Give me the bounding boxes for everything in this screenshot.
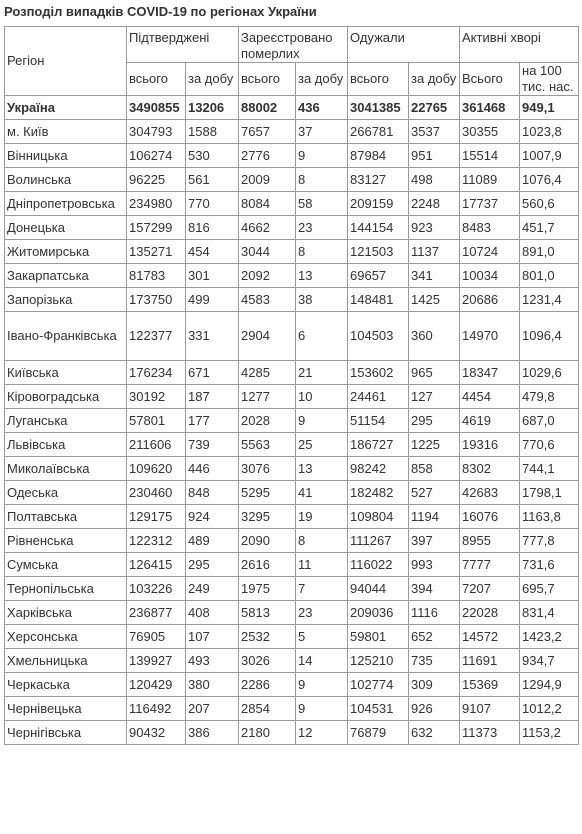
region-cell: Дніпропетровська	[5, 192, 127, 216]
active-total-cell: 17737	[460, 192, 520, 216]
active-total-cell: 9107	[460, 697, 520, 721]
active-per100k-cell: 744,1	[520, 457, 579, 481]
region-cell: Херсонська	[5, 625, 127, 649]
deaths-day-cell: 58	[296, 192, 348, 216]
confirmed-total-cell: 96225	[127, 168, 186, 192]
confirmed-total-cell: 234980	[127, 192, 186, 216]
confirmed-day-cell: 408	[186, 601, 239, 625]
deaths-total-cell: 2904	[239, 312, 296, 361]
deaths-total-cell: 4662	[239, 216, 296, 240]
deaths-day-cell: 8	[296, 240, 348, 264]
recovered-total-cell: 69657	[348, 264, 409, 288]
active-per100k-cell: 831,4	[520, 601, 579, 625]
deaths-day-cell: 25	[296, 433, 348, 457]
deaths-total-cell: 2090	[239, 529, 296, 553]
region-cell: Україна	[5, 96, 127, 120]
table-row	[5, 625, 579, 649]
confirmed-total-cell: 176234	[127, 361, 186, 385]
deaths-day-cell: 14	[296, 649, 348, 673]
active-per100k-cell: 695,7	[520, 577, 579, 601]
deaths-day-cell: 9	[296, 673, 348, 697]
recovered-day-cell: 394	[409, 577, 460, 601]
deaths-header: Зареєстровано померлих	[239, 27, 348, 63]
confirmed-day-cell: 530	[186, 144, 239, 168]
region-cell: Полтавська	[5, 505, 127, 529]
active-total-cell: 15514	[460, 144, 520, 168]
recovered-total-cell: 186727	[348, 433, 409, 457]
active-per100k-cell: 1423,2	[520, 625, 579, 649]
confirmed-day-cell: 924	[186, 505, 239, 529]
covid-regions-table	[4, 26, 579, 745]
recovered-day-cell: 1194	[409, 505, 460, 529]
recovered-day-cell: 652	[409, 625, 460, 649]
confirmed-day-cell: 446	[186, 457, 239, 481]
region-header: Регіон	[5, 27, 127, 96]
recovered-total-cell: 94044	[348, 577, 409, 601]
table-row	[5, 481, 579, 505]
active-total-cell: 361468	[460, 96, 520, 120]
recovered-day-cell: 127	[409, 385, 460, 409]
region-cell: Івано-Франківська	[5, 312, 127, 361]
table-row	[5, 649, 579, 673]
table-body	[5, 27, 579, 745]
active-total-cell: 11373	[460, 721, 520, 745]
recovered-day-header: за добу	[409, 63, 460, 96]
active-per100k-cell: 1023,8	[520, 120, 579, 144]
deaths-day-cell: 8	[296, 168, 348, 192]
region-cell: Одеська	[5, 481, 127, 505]
table-row	[5, 457, 579, 481]
recovered-total-cell: 111267	[348, 529, 409, 553]
deaths-total-cell: 1975	[239, 577, 296, 601]
confirmed-day-cell: 561	[186, 168, 239, 192]
confirmed-total-cell: 230460	[127, 481, 186, 505]
deaths-day-cell: 9	[296, 409, 348, 433]
deaths-day-cell: 13	[296, 264, 348, 288]
recovered-day-cell: 397	[409, 529, 460, 553]
active-total-cell: 16076	[460, 505, 520, 529]
confirmed-total-cell: 3490855	[127, 96, 186, 120]
active-total-cell: 11691	[460, 649, 520, 673]
deaths-day-cell: 41	[296, 481, 348, 505]
recovered-total-cell: 51154	[348, 409, 409, 433]
recovered-total-cell: 104531	[348, 697, 409, 721]
confirmed-total-cell: 103226	[127, 577, 186, 601]
recovered-total-cell: 266781	[348, 120, 409, 144]
table-row	[5, 216, 579, 240]
deaths-day-cell: 5	[296, 625, 348, 649]
table-row	[5, 697, 579, 721]
confirmed-total-cell: 139927	[127, 649, 186, 673]
confirmed-day-cell: 295	[186, 553, 239, 577]
table-row-total	[5, 96, 579, 120]
active-total-cell: 4454	[460, 385, 520, 409]
active-total-cell: 42683	[460, 481, 520, 505]
recovered-day-cell: 858	[409, 457, 460, 481]
active-per100k-cell: 1012,2	[520, 697, 579, 721]
active-total-cell: 14970	[460, 312, 520, 361]
deaths-total-cell: 88002	[239, 96, 296, 120]
confirmed-day-cell: 493	[186, 649, 239, 673]
region-cell: м. Київ	[5, 120, 127, 144]
confirmed-day-cell: 331	[186, 312, 239, 361]
active-total-cell: 7207	[460, 577, 520, 601]
deaths-total-cell: 2092	[239, 264, 296, 288]
confirmed-total-cell: 106274	[127, 144, 186, 168]
confirmed-day-cell: 739	[186, 433, 239, 457]
recovered-total-cell: 76879	[348, 721, 409, 745]
region-cell: Кіровоградська	[5, 385, 127, 409]
deaths-day-cell: 23	[296, 216, 348, 240]
deaths-total-cell: 2854	[239, 697, 296, 721]
confirmed-day-cell: 13206	[186, 96, 239, 120]
deaths-total-cell: 2616	[239, 553, 296, 577]
table-row	[5, 312, 579, 361]
recovered-day-cell: 360	[409, 312, 460, 361]
active-per100k-cell: 560,6	[520, 192, 579, 216]
deaths-total-cell: 3026	[239, 649, 296, 673]
recovered-total-cell: 3041385	[348, 96, 409, 120]
deaths-day-cell: 436	[296, 96, 348, 120]
confirmed-total-cell: 122377	[127, 312, 186, 361]
active-per100k-cell: 1153,2	[520, 721, 579, 745]
region-cell: Рівненська	[5, 529, 127, 553]
confirmed-day-cell: 107	[186, 625, 239, 649]
deaths-day-cell: 7	[296, 577, 348, 601]
deaths-total-cell: 4285	[239, 361, 296, 385]
region-cell: Хмельницька	[5, 649, 127, 673]
confirmed-total-cell: 122312	[127, 529, 186, 553]
confirmed-total-cell: 129175	[127, 505, 186, 529]
deaths-day-cell: 9	[296, 144, 348, 168]
region-cell: Київська	[5, 361, 127, 385]
region-cell: Черкаська	[5, 673, 127, 697]
active-total-cell: 15369	[460, 673, 520, 697]
deaths-total-cell: 3076	[239, 457, 296, 481]
active-total-cell: 10724	[460, 240, 520, 264]
deaths-day-cell: 13	[296, 457, 348, 481]
deaths-total-cell: 2028	[239, 409, 296, 433]
active-per100k-cell: 1294,9	[520, 673, 579, 697]
recovered-header: Одужали	[348, 27, 460, 63]
recovered-day-cell: 22765	[409, 96, 460, 120]
confirmed-day-cell: 848	[186, 481, 239, 505]
confirmed-day-cell: 671	[186, 361, 239, 385]
confirmed-total-cell: 57801	[127, 409, 186, 433]
table-row	[5, 361, 579, 385]
deaths-total-cell: 4583	[239, 288, 296, 312]
recovered-total-cell: 87984	[348, 144, 409, 168]
confirmed-day-cell: 499	[186, 288, 239, 312]
confirmed-day-cell: 380	[186, 673, 239, 697]
table-row	[5, 264, 579, 288]
recovered-total-cell: 98242	[348, 457, 409, 481]
active-total-cell: 19316	[460, 433, 520, 457]
active-total-cell: 14572	[460, 625, 520, 649]
table-row	[5, 120, 579, 144]
recovered-total-cell: 125210	[348, 649, 409, 673]
active-total-header: Всього	[460, 63, 520, 96]
region-cell: Запорізька	[5, 288, 127, 312]
table-row	[5, 505, 579, 529]
deaths-total-cell: 2180	[239, 721, 296, 745]
active-per100k-cell: 479,8	[520, 385, 579, 409]
active-per100k-cell: 1096,4	[520, 312, 579, 361]
deaths-total-cell: 1277	[239, 385, 296, 409]
deaths-total-cell: 3295	[239, 505, 296, 529]
recovered-total-cell: 209159	[348, 192, 409, 216]
recovered-day-cell: 498	[409, 168, 460, 192]
confirmed-total-cell: 109620	[127, 457, 186, 481]
recovered-total-cell: 182482	[348, 481, 409, 505]
confirmed-day-cell: 187	[186, 385, 239, 409]
recovered-day-cell: 926	[409, 697, 460, 721]
confirmed-header: Підтверджені	[127, 27, 239, 63]
active-total-cell: 22028	[460, 601, 520, 625]
recovered-day-cell: 923	[409, 216, 460, 240]
active-total-cell: 8955	[460, 529, 520, 553]
deaths-total-header: всього	[239, 63, 296, 96]
recovered-total-cell: 59801	[348, 625, 409, 649]
region-cell: Чернівецька	[5, 697, 127, 721]
confirmed-total-cell: 90432	[127, 721, 186, 745]
table-row	[5, 288, 579, 312]
recovered-total-cell: 121503	[348, 240, 409, 264]
recovered-total-header: всього	[348, 63, 409, 96]
region-cell: Луганська	[5, 409, 127, 433]
region-cell: Харківська	[5, 601, 127, 625]
recovered-day-cell: 735	[409, 649, 460, 673]
active-per100k-cell: 1029,6	[520, 361, 579, 385]
confirmed-day-header: за добу	[186, 63, 239, 96]
deaths-total-cell: 5813	[239, 601, 296, 625]
deaths-day-cell: 12	[296, 721, 348, 745]
recovered-total-cell: 83127	[348, 168, 409, 192]
table-row	[5, 577, 579, 601]
confirmed-total-cell: 135271	[127, 240, 186, 264]
recovered-day-cell: 951	[409, 144, 460, 168]
active-total-cell: 7777	[460, 553, 520, 577]
active-per100k-cell: 934,7	[520, 649, 579, 673]
active-total-cell: 18347	[460, 361, 520, 385]
active-per100k-cell: 1798,1	[520, 481, 579, 505]
active-per100k-cell: 731,6	[520, 553, 579, 577]
confirmed-day-cell: 207	[186, 697, 239, 721]
active-per100k-cell: 777,8	[520, 529, 579, 553]
deaths-day-cell: 8	[296, 529, 348, 553]
recovered-day-cell: 3537	[409, 120, 460, 144]
active-per100k-cell: 891,0	[520, 240, 579, 264]
deaths-day-cell: 19	[296, 505, 348, 529]
region-cell: Закарпатська	[5, 264, 127, 288]
deaths-total-cell: 8084	[239, 192, 296, 216]
recovered-total-cell: 209036	[348, 601, 409, 625]
recovered-total-cell: 148481	[348, 288, 409, 312]
region-cell: Тернопільська	[5, 577, 127, 601]
region-cell: Львівська	[5, 433, 127, 457]
page-title: Розподіл випадків COVID-19 по регіонах України	[4, 4, 317, 19]
deaths-total-cell: 2776	[239, 144, 296, 168]
confirmed-total-cell: 236877	[127, 601, 186, 625]
recovered-day-cell: 993	[409, 553, 460, 577]
table-row	[5, 385, 579, 409]
recovered-day-cell: 1116	[409, 601, 460, 625]
region-cell: Вінницька	[5, 144, 127, 168]
active-header: Активні хворі	[460, 27, 579, 63]
active-per100k-cell: 949,1	[520, 96, 579, 120]
confirmed-day-cell: 770	[186, 192, 239, 216]
recovered-day-cell: 1225	[409, 433, 460, 457]
active-total-cell: 8483	[460, 216, 520, 240]
table-row	[5, 673, 579, 697]
active-per100k-header: на 100 тис. нас.	[520, 63, 579, 96]
recovered-day-cell: 632	[409, 721, 460, 745]
table-row	[5, 240, 579, 264]
active-per100k-cell: 1007,9	[520, 144, 579, 168]
table-row	[5, 168, 579, 192]
active-per100k-cell: 801,0	[520, 264, 579, 288]
confirmed-day-cell: 386	[186, 721, 239, 745]
confirmed-total-cell: 30192	[127, 385, 186, 409]
table-row	[5, 409, 579, 433]
table-row	[5, 721, 579, 745]
region-cell: Чернігівська	[5, 721, 127, 745]
table-row	[5, 144, 579, 168]
region-cell: Донецька	[5, 216, 127, 240]
active-total-cell: 4619	[460, 409, 520, 433]
recovered-day-cell: 341	[409, 264, 460, 288]
confirmed-day-cell: 301	[186, 264, 239, 288]
table-row	[5, 529, 579, 553]
recovered-day-cell: 309	[409, 673, 460, 697]
confirmed-day-cell: 816	[186, 216, 239, 240]
deaths-day-cell: 23	[296, 601, 348, 625]
deaths-total-cell: 3044	[239, 240, 296, 264]
active-per100k-cell: 1231,4	[520, 288, 579, 312]
deaths-total-cell: 2286	[239, 673, 296, 697]
region-cell: Житомирська	[5, 240, 127, 264]
active-per100k-cell: 1076,4	[520, 168, 579, 192]
recovered-day-cell: 1425	[409, 288, 460, 312]
confirmed-day-cell: 489	[186, 529, 239, 553]
recovered-total-cell: 109804	[348, 505, 409, 529]
deaths-day-cell: 9	[296, 697, 348, 721]
deaths-day-cell: 37	[296, 120, 348, 144]
confirmed-total-header: всього	[127, 63, 186, 96]
region-cell: Волинська	[5, 168, 127, 192]
active-total-cell: 11089	[460, 168, 520, 192]
recovered-total-cell: 24461	[348, 385, 409, 409]
confirmed-day-cell: 177	[186, 409, 239, 433]
deaths-day-cell: 11	[296, 553, 348, 577]
recovered-day-cell: 1137	[409, 240, 460, 264]
recovered-total-cell: 116022	[348, 553, 409, 577]
recovered-day-cell: 295	[409, 409, 460, 433]
deaths-total-cell: 2532	[239, 625, 296, 649]
recovered-total-cell: 153602	[348, 361, 409, 385]
confirmed-total-cell: 304793	[127, 120, 186, 144]
recovered-total-cell: 102774	[348, 673, 409, 697]
confirmed-total-cell: 173750	[127, 288, 186, 312]
deaths-day-header: за добу	[296, 63, 348, 96]
deaths-day-cell: 6	[296, 312, 348, 361]
recovered-day-cell: 2248	[409, 192, 460, 216]
active-total-cell: 20686	[460, 288, 520, 312]
active-total-cell: 8302	[460, 457, 520, 481]
deaths-day-cell: 21	[296, 361, 348, 385]
deaths-day-cell: 38	[296, 288, 348, 312]
recovered-total-cell: 104503	[348, 312, 409, 361]
active-total-cell: 30355	[460, 120, 520, 144]
header-row-groups	[5, 27, 579, 63]
confirmed-day-cell: 454	[186, 240, 239, 264]
region-cell: Сумська	[5, 553, 127, 577]
region-cell: Миколаївська	[5, 457, 127, 481]
confirmed-total-cell: 81783	[127, 264, 186, 288]
confirmed-total-cell: 76905	[127, 625, 186, 649]
deaths-day-cell: 10	[296, 385, 348, 409]
deaths-total-cell: 5563	[239, 433, 296, 457]
confirmed-day-cell: 1588	[186, 120, 239, 144]
active-per100k-cell: 770,6	[520, 433, 579, 457]
recovered-day-cell: 527	[409, 481, 460, 505]
table-row	[5, 601, 579, 625]
active-per100k-cell: 451,7	[520, 216, 579, 240]
deaths-total-cell: 2009	[239, 168, 296, 192]
confirmed-total-cell: 116492	[127, 697, 186, 721]
active-per100k-cell: 1163,8	[520, 505, 579, 529]
active-per100k-cell: 687,0	[520, 409, 579, 433]
deaths-total-cell: 7657	[239, 120, 296, 144]
table-row	[5, 433, 579, 457]
confirmed-total-cell: 157299	[127, 216, 186, 240]
recovered-total-cell: 144154	[348, 216, 409, 240]
deaths-total-cell: 5295	[239, 481, 296, 505]
confirmed-total-cell: 120429	[127, 673, 186, 697]
table-row	[5, 192, 579, 216]
confirmed-total-cell: 126415	[127, 553, 186, 577]
active-total-cell: 10034	[460, 264, 520, 288]
recovered-day-cell: 965	[409, 361, 460, 385]
table-row	[5, 553, 579, 577]
confirmed-total-cell: 211606	[127, 433, 186, 457]
confirmed-day-cell: 249	[186, 577, 239, 601]
